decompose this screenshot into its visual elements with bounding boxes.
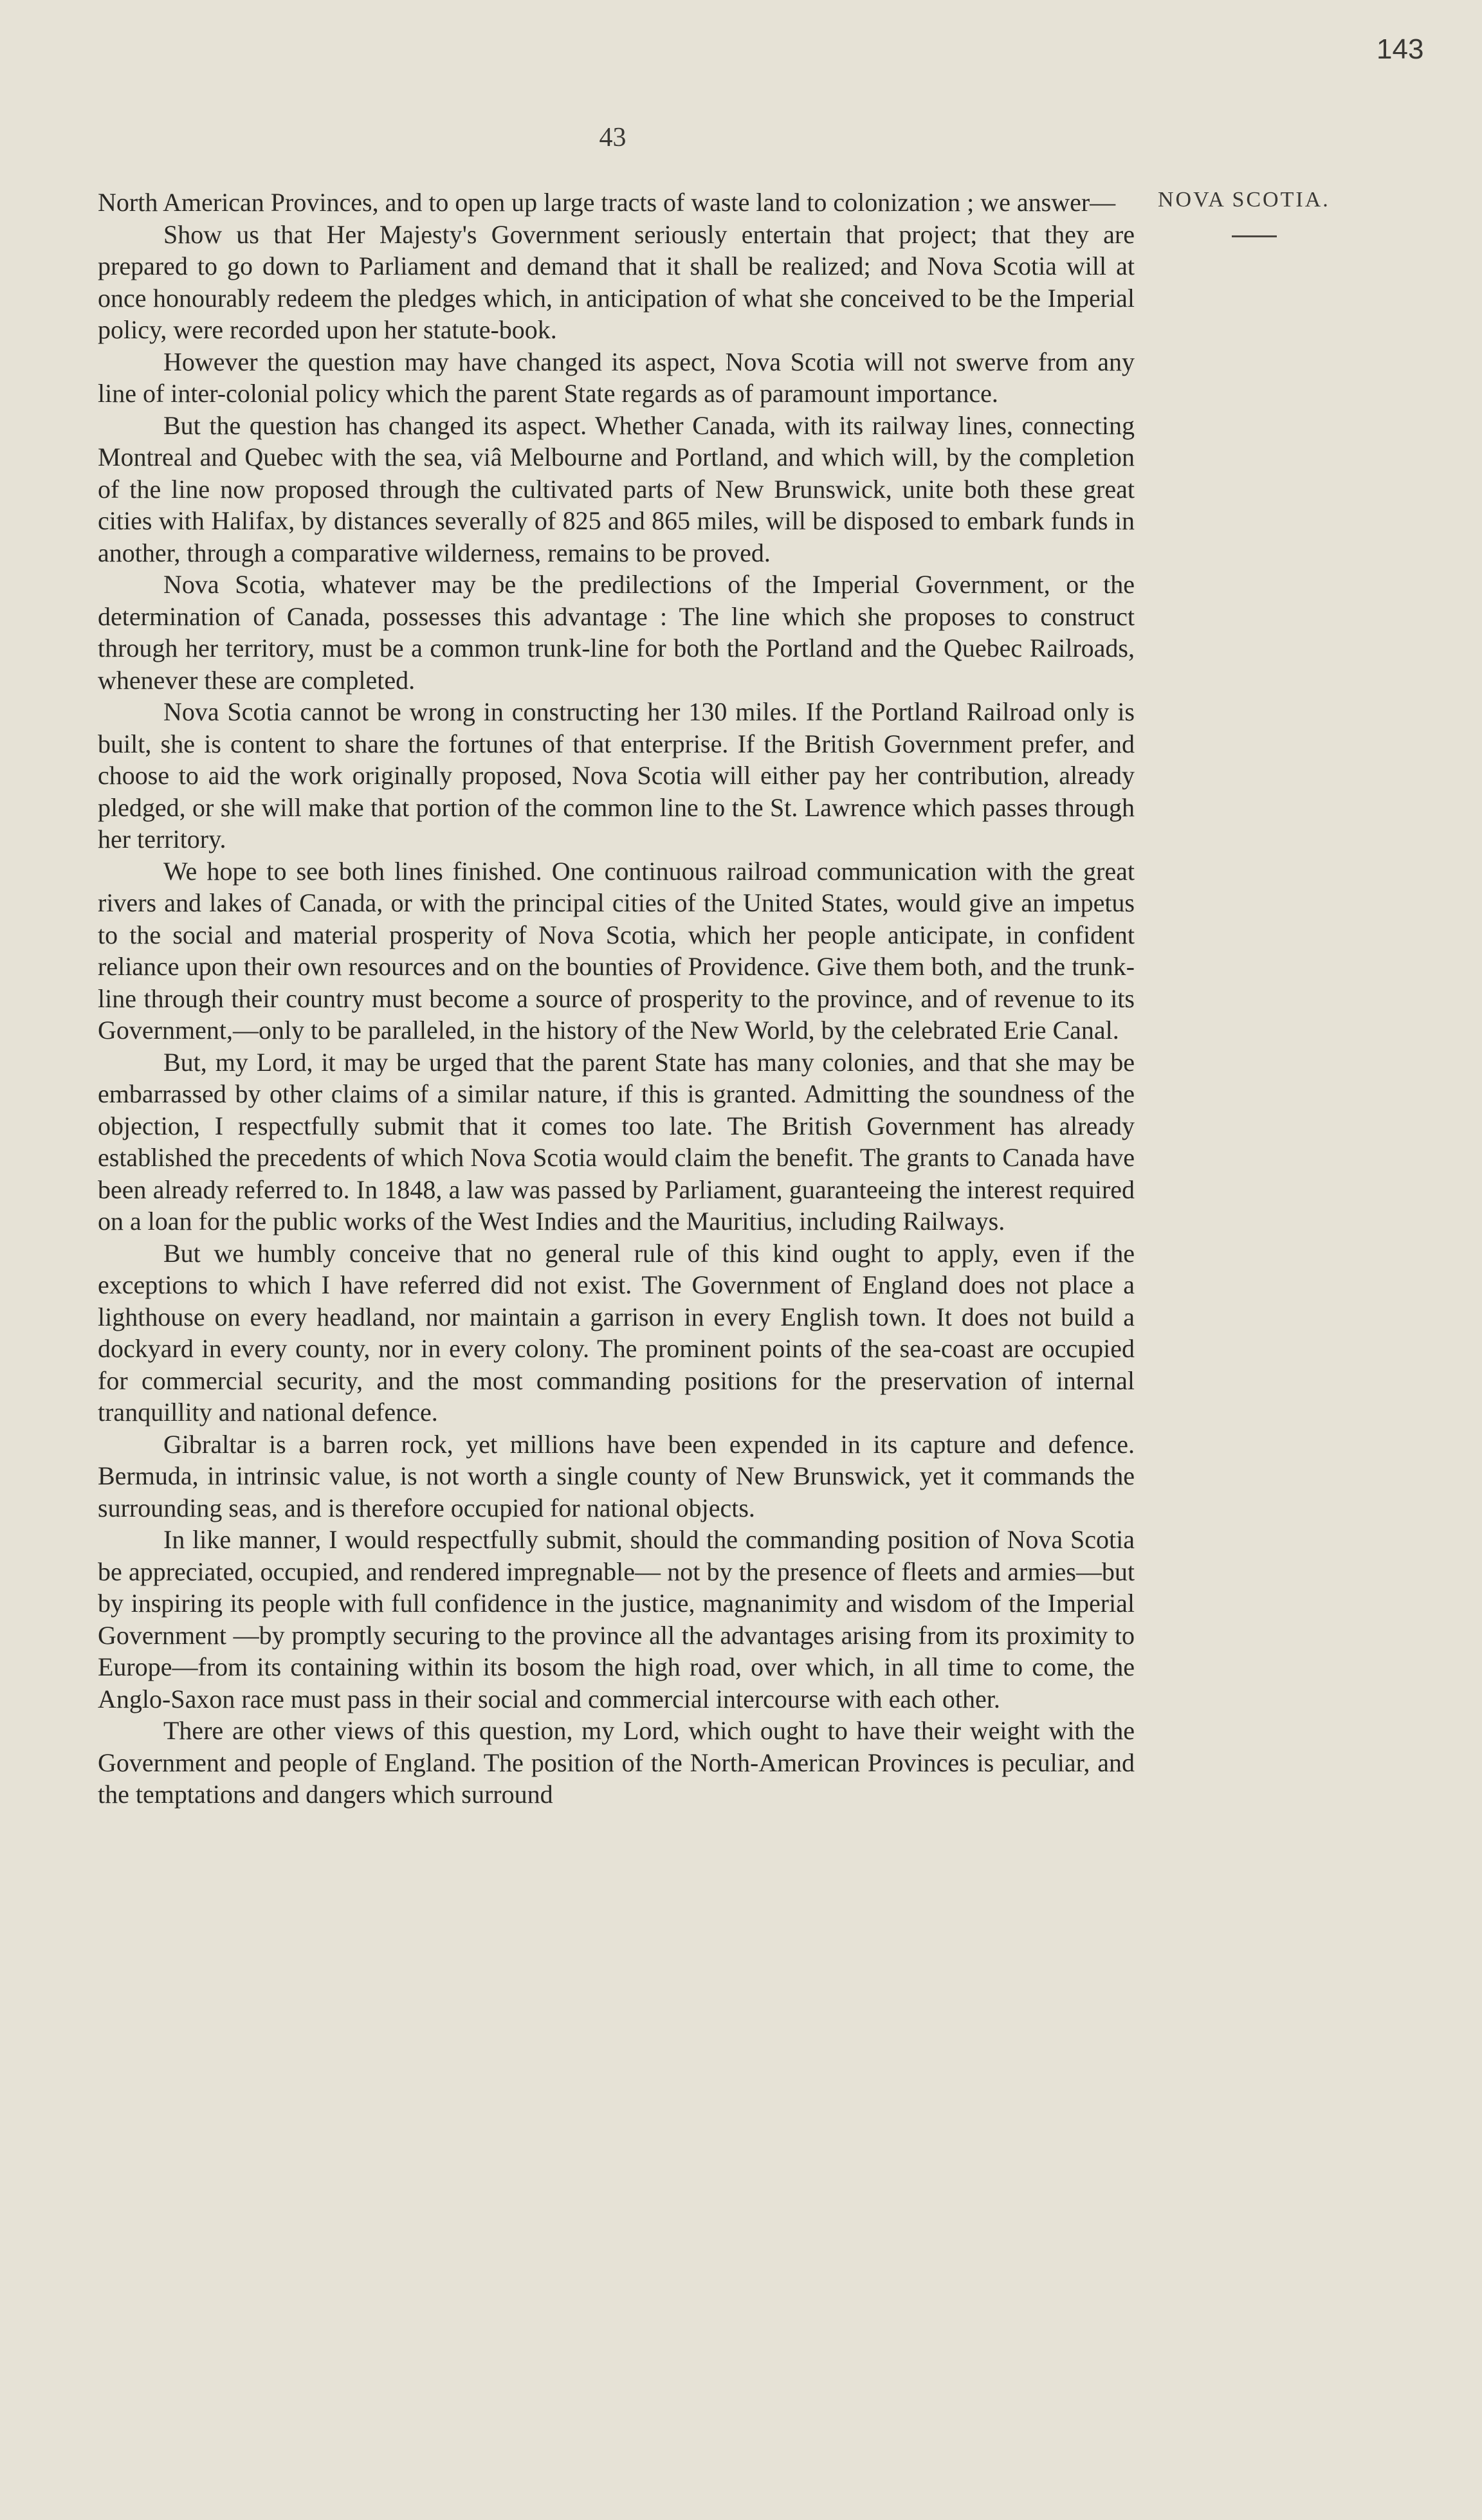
margin-note: NOVA SCOTIA.: [1158, 188, 1330, 212]
paragraph-3: However the question may have changed its aspect, Nova Scotia will not swerve from any line of inter-colonial policy which the parent State regards as of paramount importance.: [98, 347, 1135, 408]
paragraph-11: In like manner, I would respectfully submit, should the commanding position of Nova Scotia be appreciated, occupied, and rendered impregnable— not by the presence of fleets and armies—but by inspiring its people with full confidence in the justice, magnanimity and wisdom of the Imperial Government —by promptly securing to the province all the advantages arising from its proximity to Europe—from its containing within its bosom the high road, over which, in all time to come, the Anglo-Saxon race must pass in their social and commercial intercourse with each other.: [98, 1525, 1135, 1713]
body-text: [98, 187, 1135, 1811]
outer-page-number: 143: [1377, 33, 1424, 65]
page-number: 43: [599, 123, 627, 152]
paragraph-1: North American Provinces, and to open up large tracts of waste land to colonization ; we answer—: [98, 188, 1116, 217]
paragraph-6: Nova Scotia cannot be wrong in constructing her 130 miles. If the Portland Railroad only is built, she is content to share the fortunes of that enterprise. If the British Government prefer, and choose to aid the work originally proposed, Nova Scotia will either pay her contribution, already pledged, or she will make that portion of the common line to the St. Lawrence which passes through her territory.: [98, 697, 1135, 854]
paragraph-5: Nova Scotia, whatever may be the predilections of the Imperial Government, or the determination of Canada, possesses this advantage : The line which she proposes to construct through her territory, must be a common trunk-line for both the Portland and the Quebec Railroads, whenever these are completed.: [98, 570, 1135, 695]
paragraph-8: But, my Lord, it may be urged that the parent State has many colonies, and that she may be embarrassed by other claims of a similar nature, if this is granted. Admitting the soundness of the objection, I respectfully submit that it comes too late. The British Government has already established the precedents of which Nova Scotia would claim the benefit. The grants to Canada have been already referred to. In 1848, a law was passed by Parliament, guaranteeing the interest required on a loan for the public works of the West Indies and the Mauritius, including Railways.: [98, 1047, 1135, 1236]
paragraph-10: Gibraltar is a barren rock, yet millions have been expended in its capture and defence. Bermuda, in intrinsic value, is not worth a single county of New Brunswick, yet it commands the surrounding seas, and is therefore occupied for national objects.: [98, 1429, 1135, 1522]
paragraph-4: But the question has changed its aspect. Whether Canada, with its railway lines, connecting Montreal and Quebec with the sea, viâ Melbourne and Portland, and which will, by the completion of the line now proposed through the cultivated parts of New Brunswick, unite both these great cities with Halifax, by distances severally of 825 and 865 miles, will be disposed to embark funds in another, through a comparative wilderness, remains to be proved.: [98, 410, 1135, 567]
paragraph-9: But we humbly conceive that no general rule of this kind ought to apply, even if the exceptions to which I have referred did not exist. The Government of England does not place a lighthouse on every headland, nor maintain a garrison in every English town. It does not build a dockyard in every county, nor in every colony. The prominent points of the sea-coast are occupied for commercial security, and the most commanding positions for the preservation of internal tranquillity and national defence.: [98, 1238, 1135, 1427]
paragraph-2: Show us that Her Majesty's Government seriously entertain that project; that they are prepared to go down to Parliament and demand that it shall be realized; and Nova Scotia will at once honourably redeem the pledges which, in anticipation of what she conceived to be the Imperial policy, were recorded upon her statute-book.: [98, 219, 1135, 344]
paragraph-12: There are other views of this question, my Lord, which ought to have their weight with the Government and people of England. The position of the North-American Provinces is peculiar, and the temptations and dangers which surround: [98, 1716, 1135, 1809]
margin-note-rule: [1232, 235, 1277, 237]
paragraph-7: We hope to see both lines finished. One continuous railroad communication with the great rivers and lakes of Canada, or with the principal cities of the United States, would give an impetus to the social and material prosperity of Nova Scotia, which her people anticipate, in confident reliance upon their own resources and on the bounties of Providence. Give them both, and the trunk-line through their country must become a source of prosperity to the province, and of revenue to its Government,—only to be paralleled, in the history of the New World, by the celebrated Erie Canal.: [98, 856, 1135, 1045]
